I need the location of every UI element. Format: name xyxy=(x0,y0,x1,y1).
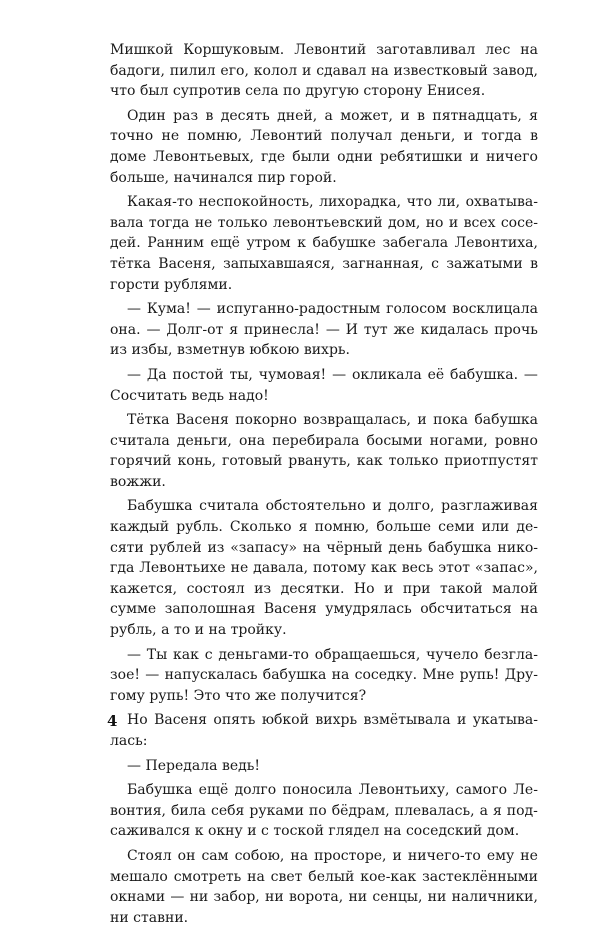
text-line: доме Левонтьевых, где были одни ребятишки и ничего xyxy=(110,148,538,165)
text-line: вала тогда не только левонтьевский дом, но и всех сосе- xyxy=(110,214,538,231)
text-line: дей. Ранним ещё утром к бабушке забегала Левонтиха, xyxy=(110,235,538,252)
text-line: бадоги, пилил его, колол и сдавал на известковый завод, xyxy=(110,62,538,79)
text-line: Стоял он сам собою, на просторе, и ничего-то ему не xyxy=(127,847,538,864)
text-line: сумме заполошная Васеня умудрялась обсчитаться на xyxy=(110,601,538,618)
text-line: каждый рубль. Сколько я помню, больше семи или де- xyxy=(110,519,538,536)
paragraph xyxy=(110,106,538,188)
text-line: — Ты как с деньгами-то обращаешься, чучело безгла- xyxy=(127,646,538,663)
paragraph xyxy=(110,299,538,361)
text-line: сяти рублей из «запасу» на чёрный день бабушка нико- xyxy=(110,539,538,556)
text-line: считала деньги, она перебирала босыми ногами, ровно xyxy=(110,432,538,449)
text-line: Один раз в десять дней, а может, и в пятнадцать, я xyxy=(127,107,538,124)
paragraph xyxy=(110,645,538,707)
paragraph xyxy=(110,496,538,640)
text-line: вожжи. xyxy=(110,473,166,490)
text-line: — Да постой ты, чумовая! — окликала её бабушка. — xyxy=(127,366,538,383)
text-line: рубль, а то и на тройку. xyxy=(110,622,287,639)
text-line: больше, начинался пир горой. xyxy=(110,169,337,186)
text-line: что был супротив села по другую сторону Енисея. xyxy=(110,83,486,100)
text-line: Сосчитать ведь надо! xyxy=(110,387,269,404)
text-line: — Передала ведь! xyxy=(127,757,260,774)
text-line: Бабушка ещё долго поносила Левонтьиху, самого Ле- xyxy=(127,782,538,799)
page-number: 4 xyxy=(107,712,118,730)
text-line: кажется, состоял из десятки. Но и при такой малой xyxy=(110,580,538,597)
text-line: вонтия, била себя руками по бёдрам, плевалась, а я под- xyxy=(110,802,538,819)
text-line: — Кума! — испуганно-радостным голосом восклицала xyxy=(127,301,538,318)
text-line: Бабушка считала обстоятельно и долго, разглаживая xyxy=(127,498,538,515)
text-line: тётка Васеня, запыхавшаяся, загнанная, с зажатыми в xyxy=(110,255,538,272)
text-line: из избы, взметнув юбкою вихрь. xyxy=(110,342,350,359)
paragraph xyxy=(110,40,538,102)
paragraph xyxy=(110,846,538,928)
text-line: горячий конь, готовый рвануть, как только приотпустят xyxy=(110,453,538,470)
text-line: ни ставни. xyxy=(110,909,189,926)
text-line: саживался к окну и с тоской глядел на соседский дом. xyxy=(110,823,520,840)
paragraph xyxy=(110,192,538,295)
text-line: гда Левонтьихе не давала, потому как весь этот «запас», xyxy=(110,560,538,577)
paragraph xyxy=(110,756,538,777)
text-line: Какая-то неспокойность, лихорадка, что ли, охватыва- xyxy=(127,194,538,211)
page-text xyxy=(110,40,538,928)
paragraph xyxy=(110,710,538,751)
paragraph xyxy=(110,780,538,842)
text-line: окнами — ни забор, ни ворота, ни сенцы, ни наличники, xyxy=(110,889,538,906)
text-line: Мишкой Коршуковым. Левонтий заготавливал лес на xyxy=(110,42,538,58)
text-line: лась: xyxy=(110,733,148,749)
text-line: она. — Долг-от я принесла! — И тут же кидалась прочь xyxy=(110,321,538,338)
text-line: гому рупь! Это что же получится? xyxy=(110,687,367,704)
text-line: Тётка Васеня покорно возвращалась, и пока бабушка xyxy=(127,412,538,429)
text-line: Но Васеня опять юбкой вихрь взмётывала и укатыва- xyxy=(127,712,538,729)
paragraph xyxy=(110,410,538,492)
text-line: мешало смотреть на свет белый кое-как застеклёнными xyxy=(110,868,538,885)
text-line: горсти рублями. xyxy=(110,276,233,293)
text-line: зое! — напускалась бабушка на соседку. Мне рупь! Дру- xyxy=(110,667,538,684)
text-line: точно не помню, Левонтий получал деньги, и тогда в xyxy=(110,128,538,145)
paragraph xyxy=(110,365,538,406)
